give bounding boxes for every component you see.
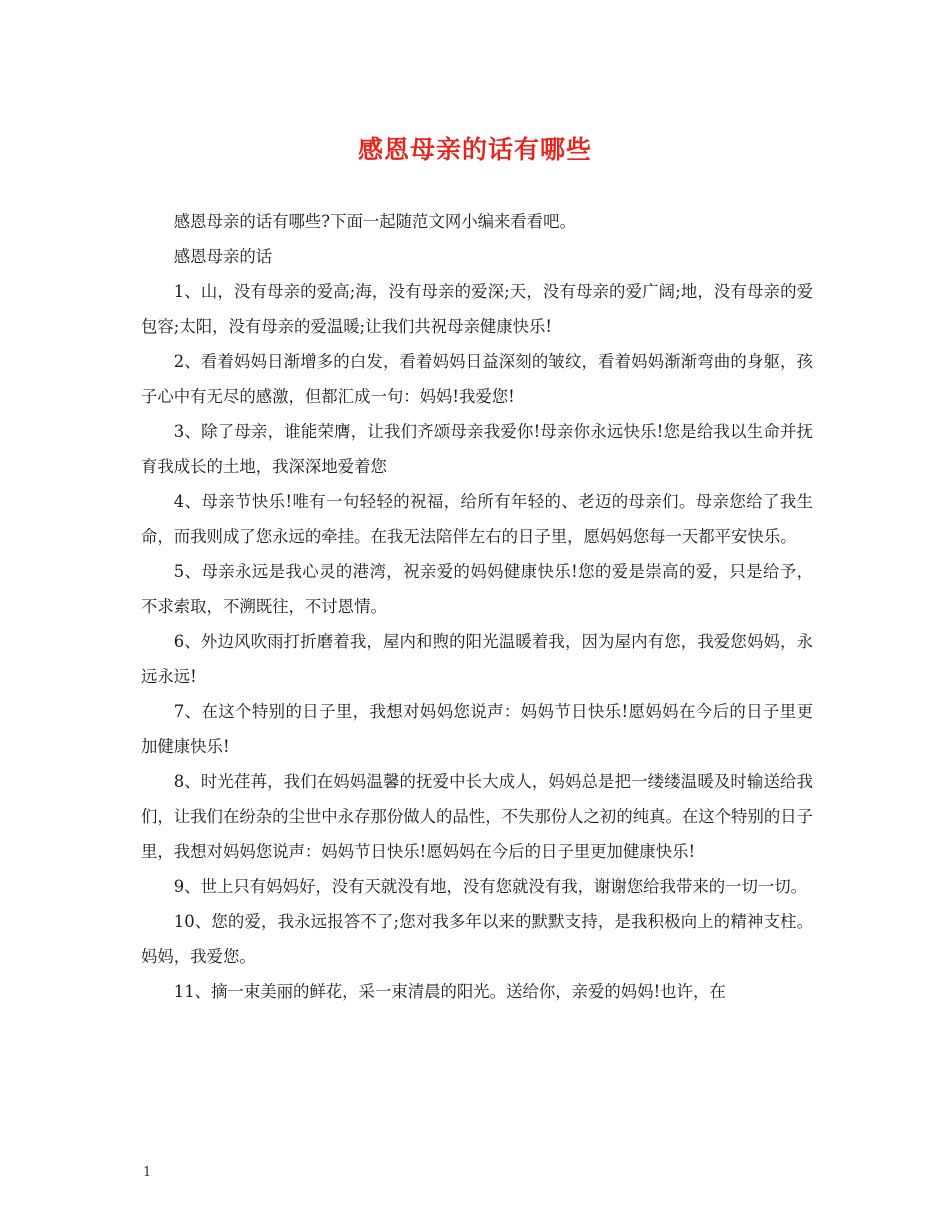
list-item: 3、除了母亲，谁能荣膺，让我们齐颂母亲我爱你!母亲你永远快乐!您是给我以生命并抚育我成长的土地，我深深地爱着您 (141, 422, 813, 476)
list-item: 8、时光荏苒，我们在妈妈温馨的抚爱中长大成人，妈妈总是把一缕缕温暖及时输送给我们，让我们在纷杂的尘世中永存那份做人的品性，不失那份人之初的纯真。在这个特别的日子里，我想对妈妈您说声：妈妈节日快乐!愿妈妈在今后的日子里更加健康快乐! (141, 772, 814, 861)
list-item: 9、世上只有妈妈好，没有天就没有地，没有您就没有我，谢谢您给我带来的一切一切。 (173, 877, 808, 896)
intro-paragraph: 感恩母亲的话有哪些?下面一起随范文网小编来看看吧。 (173, 212, 576, 231)
list-item: 11、摘一束美丽的鲜花，采一束清晨的阳光。送给你，亲爱的妈妈!也许，在 (173, 982, 726, 1001)
page-number: 1 (143, 1165, 152, 1180)
list-item: 5、母亲永远是我心灵的港湾，祝亲爱的妈妈健康快乐!您的爱是崇高的爱，只是给予，不求索取，不溯既往，不讨恩情。 (141, 562, 813, 616)
list-item: 2、看着妈妈日渐增多的白发，看着妈妈日益深刻的皱纹，看着妈妈渐渐弯曲的身躯，孩子心中有无尽的感激，但都汇成一句：妈妈!我爱您! (141, 352, 813, 406)
section-heading: 感恩母亲的话 (173, 247, 273, 266)
list-item: 1、山，没有母亲的爱高;海，没有母亲的爱深;天，没有母亲的爱广阔;地，没有母亲的爱包容;太阳，没有母亲的爱温暖;让我们共祝母亲健康快乐! (141, 282, 813, 336)
list-item: 4、母亲节快乐!唯有一句轻轻的祝福，给所有年轻的、老迈的母亲们。母亲您给了我生命，而我则成了您永远的牵挂。在我无法陪伴左右的日子里，愿妈妈您每一天都平安快乐。 (141, 492, 813, 546)
list-item: 7、在这个特别的日子里，我想对妈妈您说声：妈妈节日快乐!愿妈妈在今后的日子里更加健康快乐! (141, 702, 813, 756)
page-title: 感恩母亲的话有哪些 (357, 135, 592, 164)
document-body (141, 204, 813, 1009)
list-item: 6、外边风吹雨打折磨着我，屋内和煦的阳光温暖着我，因为屋内有您，我爱您妈妈，永远永远! (141, 632, 813, 686)
list-item: 10、您的爱，我永远报答不了;您对我多年以来的默默支持，是我积极向上的精神支柱。妈妈，我爱您。 (141, 912, 813, 966)
